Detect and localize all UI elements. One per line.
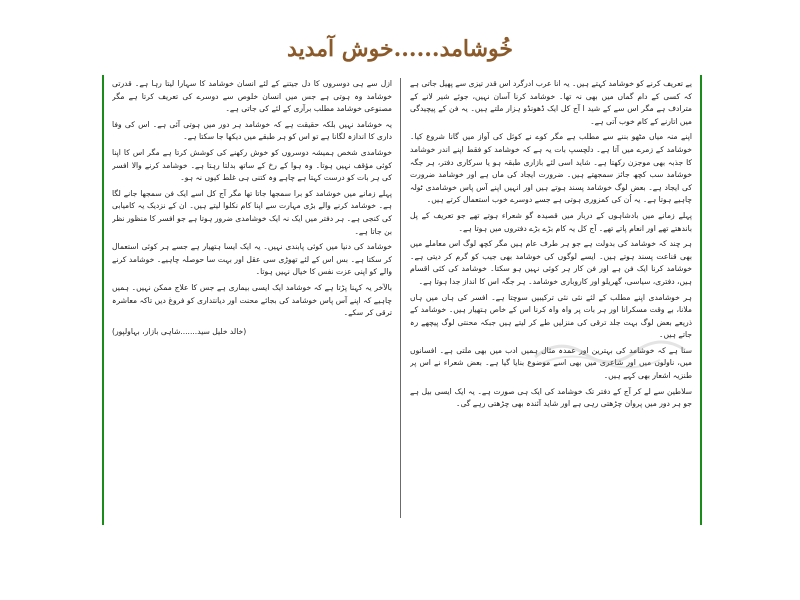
paragraph: خوشامدی شخص ہمیشہ دوسروں کو خوش رکھنے کی کوشش کرتا ہے مگر اس کا اپنا کوئی مؤقف نہیں ہوتا۔ وہ ہوا کے رخ کے ساتھ بدلتا رہتا ہے۔ خوشامد کرنے والا افسر کی ہر بات کو درست کہتا ہے چاہے وہ کتنی ہی غلط کیوں نہ ہو۔	[112, 147, 392, 183]
paragraph: ہر چند کہ خوشامد کی بدولت ہے جو ہر طرف عام ہیں مگر کچھ لوگ اس معاملے میں بھی قناعت پسند ہوتے ہیں۔ ایسے لوگوں کی خوشامد بھی جیب کو گرم کر دیتی ہے۔ خوشامد کرنا ایک فن ہے اور فن کار ہر کوئی نہیں ہو سکتا۔ خوشامد کی کئی اقسام ہیں، دفتری، سیاسی، گھریلو اور کاروباری خوشامد۔ ہر جگہ اس کا انداز جدا ہوتا ہے۔	[410, 239, 692, 286]
left-border-rule	[102, 75, 104, 525]
paragraph: سنا ہے کہ خوشامد کی بہترین اور عمدہ مثال ہمیں ادب میں بھی ملتی ہے۔ افسانوں میں، ناولوں میں اور شاعری میں بھی اسے موضوع بنایا گیا ہے۔ بعض شعراء نے اس پر طنزیہ اشعار بھی کہے ہیں۔	[410, 345, 692, 381]
right-border-rule	[700, 75, 702, 525]
column-divider	[400, 78, 401, 518]
paragraph: خوشامد کی دنیا میں کوئی پابندی نہیں۔ یہ ایک ایسا ہتھیار ہے جسے ہر کوئی استعمال کر سکتا ہے۔ بس اس کے لئے تھوڑی سی عقل اور بہت سا حوصلہ چاہیے۔ خوشامد کرنے والے کو اپنی عزت نفس کا خیال نہیں ہوتا۔	[112, 242, 392, 277]
paragraph: سلاطین سے لے کر آج کے دفتر تک خوشامد کی ایک ہی صورت ہے۔ یہ ایک ایسی بیل ہے جو ہر دور میں پروان چڑھتی رہی ہے اور شاید آئندہ بھی چڑھتی رہے گی۔	[410, 386, 692, 409]
paragraph: یے تعریف کرنے کو خوشامد کہتے ہیں۔ یہ انا عرب ادرگرد اس قدر تیزی سے پھیل جاتی ہے کہ کسی کے دام گماں میں بھی نہ تھا۔ خوشامد کرنا آسان نہیں، جوئے شیر لانے کے مترادف ہے مگر اس سے کے شید ا آج کل ایک ڈھونڈو ہزار ملتے ہیں۔ یہ فن کے پیچیدگی میں اتارنے کے کام خوب آتی ہے۔	[410, 79, 692, 126]
paragraph: یہ خوشامد نہیں بلکہ حقیقت ہے کہ خوشامد ہر دور میں ہوتی آئی ہے۔ اس کی وفا داری کا اندازہ لگانا ہے تو اس کو ہر طبقے میں دیکھا جا سکتا ہے۔	[112, 119, 392, 142]
article-column-left	[112, 78, 392, 518]
paragraph: بالآخر یہ کہنا پڑتا ہے کہ خوشامد ایک ایسی بیماری ہے جس کا علاج ممکن نہیں۔ ہمیں چاہیے کہ اپنے آس پاس خوشامد کی بجائے محنت اور دیانتداری کو فروغ دیں تاکہ معاشرہ ترقی کر سکے۔	[112, 282, 392, 318]
paragraph: اپنے منہ میاں مٹھو بننے سے مطلب ہے مگر کوے نے کوئل کی آواز میں گانا شروع کیا۔ خوشامد کے زمرے میں آتا ہے۔ دلچسپ بات یہ ہے کہ خوشامد کو فقط اپنے اندر خوشامد کا جذبہ بھی موجزن رکھتا ہے۔ شاید اسی لئے بازاری طبقہ ہو یا سرکاری دفتر، ہر جگہ خوشامد سب کچھ جائز سمجھتے ہیں۔ ضرورت ایجاد کی ماں ہے اور خوشامد ضرورت کی ایجاد ہے۔ بعض لوگ خوشامد پسند ہوتے ہیں اور انہیں اپنے آس پاس خوشامدی ٹولہ چاہیے ہوتا ہے۔ یہ اُن کی کمزوری ہوتی ہے جسے دوسرے خوب استعمال کرتے ہیں۔	[410, 132, 692, 205]
paragraph: ہر خوشامدی اپنے مطلب کے لئے نئی نئی ترکیبیں سوچتا ہے۔ افسر کی ہاں میں ہاں ملانا، بے وقت مسکرانا اور ہر بات پر واہ واہ کرنا اس کے خاص ہتھیار ہیں۔ خوشامد کے ذریعے بعض لوگ بہت جلد ترقی کی منزلیں طے کر لیتے ہیں جبکہ محنتی لوگ پیچھے رہ جاتے ہیں۔	[410, 292, 692, 340]
article-title: خُوشامد......خوش آمدید	[287, 36, 513, 62]
paragraph: ازل سے ہی دوسروں کا دل جیتنے کے لئے انسان خوشامد کا سہارا لیتا رہا ہے۔ قدرتی خوشامد وہ ہوتی ہے جس میں انسان خلوص سے دوسرے کی تعریف کرتا ہے مگر مصنوعی خوشامد مطلب برآری کے لئے کی جاتی ہے۔	[112, 79, 392, 114]
paragraph: پہلے زمانے میں بادشاہوں کے دربار میں قصیدہ گو شعراء ہوتے تھے جو تعریف کے پل باندھتے تھے اور انعام پاتے تھے۔ آج کل یہ کام بڑے بڑے دفتروں میں ہوتا ہے۔	[410, 210, 692, 233]
paragraph: پہلے زمانے میں خوشامد کو برا سمجھا جاتا تھا مگر آج کل اسے ایک فن سمجھا جانے لگا ہے۔ خوشامد کرنے والے بڑی مہارت سے اپنا کام نکلوا لیتے ہیں۔ ان کے نزدیک یہ کامیابی کی کنجی ہے۔ ہر دفتر میں ایک نہ ایک خوشامدی ضرور ہوتا ہے جو افسر کا منظور نظر بن جاتا ہے۔	[112, 188, 392, 236]
article-byline: (خالد خلیل سید.......شاہی بازار، بہاولپور)	[112, 326, 247, 336]
article-column-right	[410, 78, 692, 518]
